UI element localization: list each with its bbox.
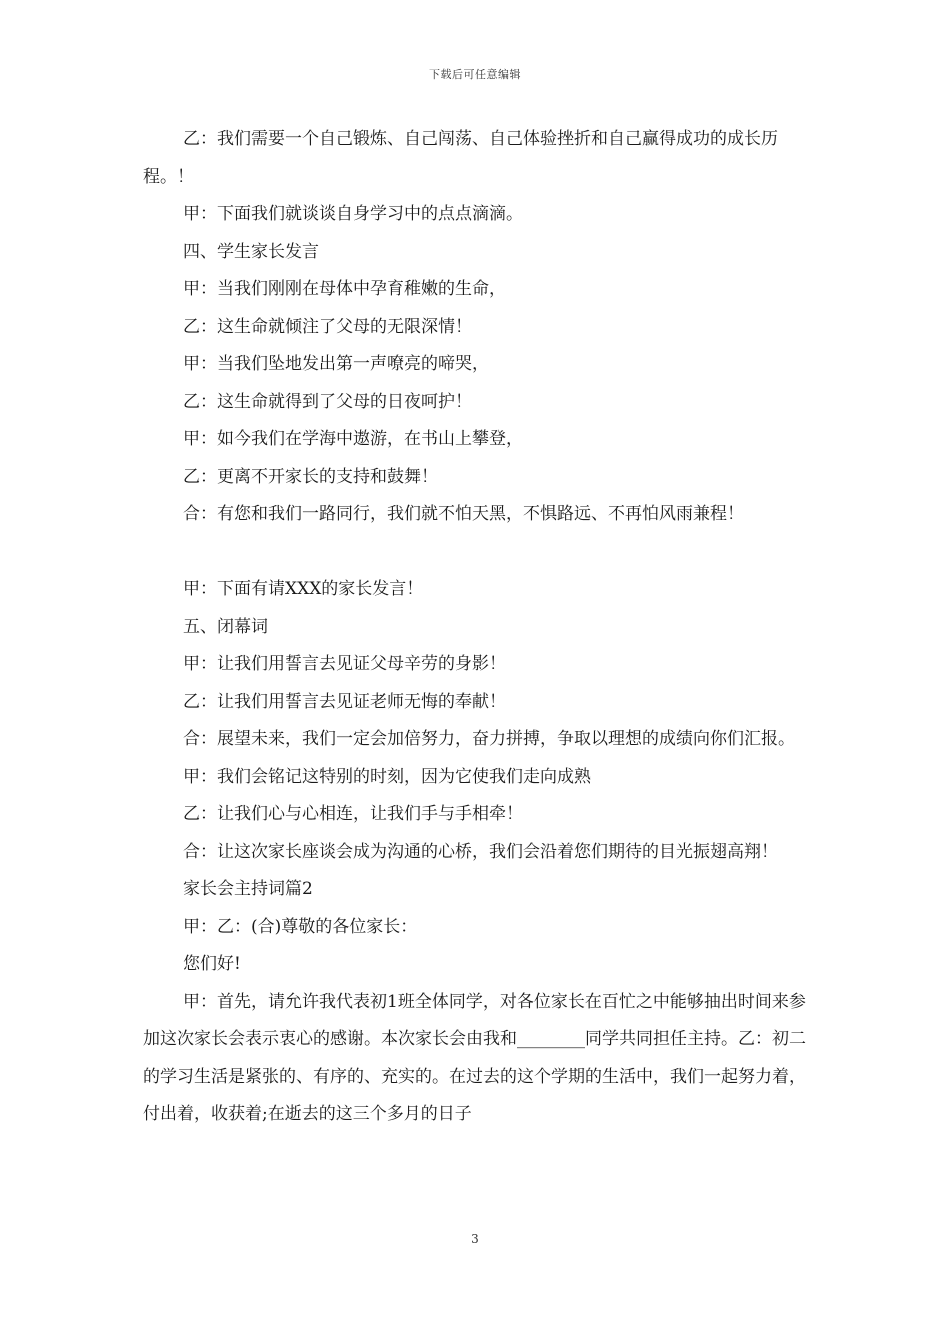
paragraph: 甲：如今我们在学海中遨游，在书山上攀登， — [183, 429, 523, 449]
section-heading: 五、闭幕词 — [183, 616, 268, 637]
page-header: 下载后可任意编辑 — [429, 68, 521, 81]
document-body — [143, 121, 813, 1134]
paragraph: 乙：这生命就得到了父母的日夜呵护！ — [183, 391, 472, 412]
page-number: 3 — [471, 1232, 479, 1246]
paragraph: 甲：当我们刚刚在母体中孕育稚嫩的生命， — [183, 279, 506, 299]
paragraph: 您们好! — [183, 954, 241, 974]
paragraph: 甲：下面有请XXX的家长发言！ — [183, 579, 424, 599]
paragraph: 合：让这次家长座谈会成为沟通的心桥，我们会沿着您们期待的目光振翅高翔！ — [183, 841, 778, 862]
paragraph: 甲：首先，请允许我代表初1班全体同学，对各位家长在百忙之中能够抽出时间来参加这次家长会表示衷心的感谢。本次家长会由我和________同学共同担任主持。乙：初二的学习生活是紧张的、有序的、充实的。在过去的这个学期的生活中，我们一起努力着，付出着，收获着;在逝去的这三个多月的日子 — [143, 991, 806, 1124]
section-heading: 家长会主持词篇2 — [183, 879, 313, 899]
paragraph: 乙：让我们用誓言去见证老师无悔的奉献！ — [183, 691, 506, 712]
paragraph: 甲：乙：(合)尊敬的各位家长： — [183, 916, 418, 937]
blank-line — [143, 534, 813, 572]
paragraph: 甲：当我们坠地发出第一声嘹亮的啼哭， — [183, 354, 489, 374]
paragraph: 乙：让我们心与心相连，让我们手与手相牵！ — [183, 804, 523, 824]
paragraph: 乙：我们需要一个自己锻炼、自己闯荡、自己体验挫折和自己赢得成功的成长历程。！ — [143, 129, 778, 187]
paragraph: 乙：更离不开家长的支持和鼓舞！ — [183, 466, 438, 487]
paragraph: 乙：这生命就倾注了父母的无限深情！ — [183, 316, 472, 337]
paragraph: 甲：让我们用誓言去见证父母辛劳的身影！ — [183, 654, 506, 674]
paragraph: 合：有您和我们一路同行，我们就不怕天黑，不惧路远、不再怕风雨兼程！ — [183, 504, 744, 524]
section-heading: 四、学生家长发言 — [183, 241, 319, 262]
paragraph: 甲：我们会铭记这特别的时刻，因为它使我们走向成熟 — [183, 766, 591, 787]
paragraph: 甲：下面我们就谈谈自身学习中的点点滴滴。 — [183, 204, 523, 224]
paragraph: 合：展望未来，我们一定会加倍努力，奋力拼搏，争取以理想的成绩向你们汇报。 — [183, 729, 795, 749]
